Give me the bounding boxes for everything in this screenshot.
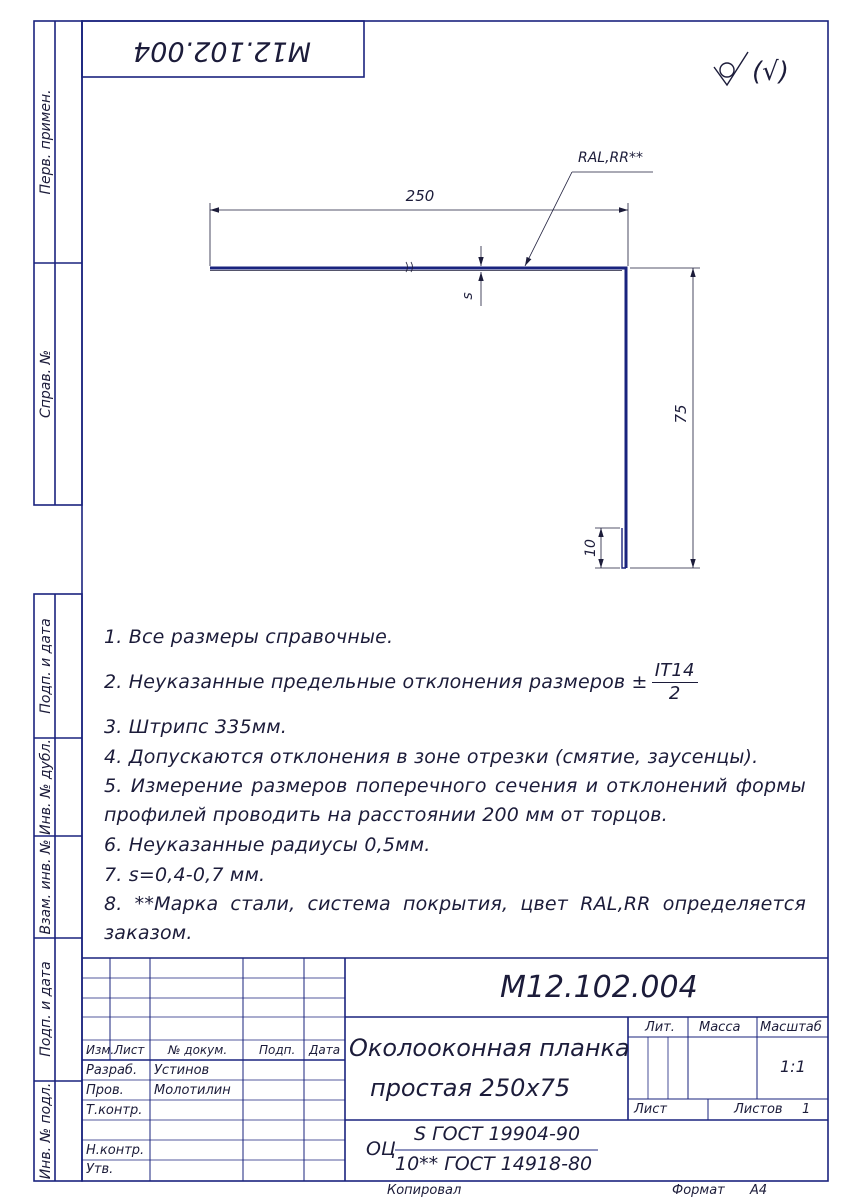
scale-label: Масштаб <box>760 1020 822 1035</box>
side-perv-primen: Перв. примен. <box>38 89 54 195</box>
note-3: 3. Штрипс 335мм. <box>104 716 288 738</box>
razrab-label: Разраб. <box>86 1063 138 1078</box>
dimension-height: 75 <box>672 404 690 424</box>
header-doc-no: № докум. <box>168 1043 228 1057</box>
sheets-label: Листов <box>734 1102 783 1117</box>
note-8: 8. **Марка стали, система покрытия, цвет RAL,RR определяется заказом. <box>104 893 806 944</box>
nkontr-label: Н.контр. <box>86 1143 145 1158</box>
scale-value: 1:1 <box>780 1057 806 1076</box>
note-4: 4. Допускаются отклонения в зоне отрезки (смятие, заусенцы). <box>104 746 759 768</box>
header-podp: Подп. <box>259 1043 296 1057</box>
sheet-label: Лист <box>634 1102 667 1117</box>
material-prefix: ОЦ <box>366 1138 396 1160</box>
technical-notes <box>104 622 806 948</box>
mirrored-designation: М12.102.004 <box>133 35 311 67</box>
prov-name: Молотилин <box>154 1083 231 1098</box>
note-1: 1. Все размеры справочные. <box>104 626 394 648</box>
tkontr-label: Т.контр. <box>86 1103 143 1118</box>
side-sprav-no: Справ. № <box>38 349 54 419</box>
side-inv-no-dubl: Инв. № дубл. <box>38 739 54 835</box>
note-2 <box>104 652 806 712</box>
razrab-name: Устинов <box>154 1063 210 1078</box>
header-data: Дата <box>309 1043 341 1057</box>
note-6: 6. Неуказанные радиусы 0,5мм. <box>104 834 431 856</box>
note-2-denominator: 2 <box>668 683 681 704</box>
note-2-fraction <box>652 660 698 705</box>
note-2-text: 2. Неуказанные предельные отклонения размеров ± <box>104 671 648 693</box>
kopiroval-label: Копировал <box>387 1183 462 1198</box>
sheets-value: 1 <box>802 1102 811 1117</box>
note-2-numerator: IT14 <box>652 660 698 683</box>
prov-label: Пров. <box>86 1083 124 1098</box>
roughness-note: (√) <box>752 57 789 87</box>
profile-section <box>210 262 626 568</box>
side-podp-data-2: Подп. и дата <box>38 961 54 1057</box>
format-value: А4 <box>750 1183 768 1198</box>
coating-label: RAL,RR** <box>578 150 644 166</box>
lit-label: Лит. <box>645 1020 675 1035</box>
material-top: S ГОСТ 19904-90 <box>414 1123 581 1145</box>
note-7: 7. s=0,4-0,7 мм. <box>104 864 266 886</box>
note-5: 5. Измерение размеров поперечного сечения и отклонений формы профилей проводить на расстоянии 200 мм от торцов. <box>104 775 806 826</box>
title-designation: М12.102.004 <box>500 970 698 1005</box>
side-inv-no-podl: Инв. № подл. <box>38 1082 54 1180</box>
material-bottom: 10** ГОСТ 14918-80 <box>395 1153 593 1175</box>
dimension-width: 250 <box>405 187 435 205</box>
header-list: Лист <box>114 1043 145 1057</box>
dimension-hem: 10 <box>583 539 599 557</box>
header-izm: Изм. <box>86 1043 115 1057</box>
dimension-thickness: s <box>460 292 476 300</box>
side-vzam-inv-no: Взам. инв. № <box>38 839 54 935</box>
side-podp-data-1: Подп. и дата <box>38 618 54 714</box>
side-stamp-labels <box>38 89 54 1179</box>
roughness-sign-icon <box>714 52 748 85</box>
part-name-line1: Околооконная планка <box>349 1034 630 1062</box>
format-label: Формат <box>672 1183 725 1198</box>
massa-label: Масса <box>699 1020 741 1035</box>
part-name-line2: простая 250х75 <box>370 1074 571 1102</box>
utv-label: Утв. <box>86 1162 114 1177</box>
